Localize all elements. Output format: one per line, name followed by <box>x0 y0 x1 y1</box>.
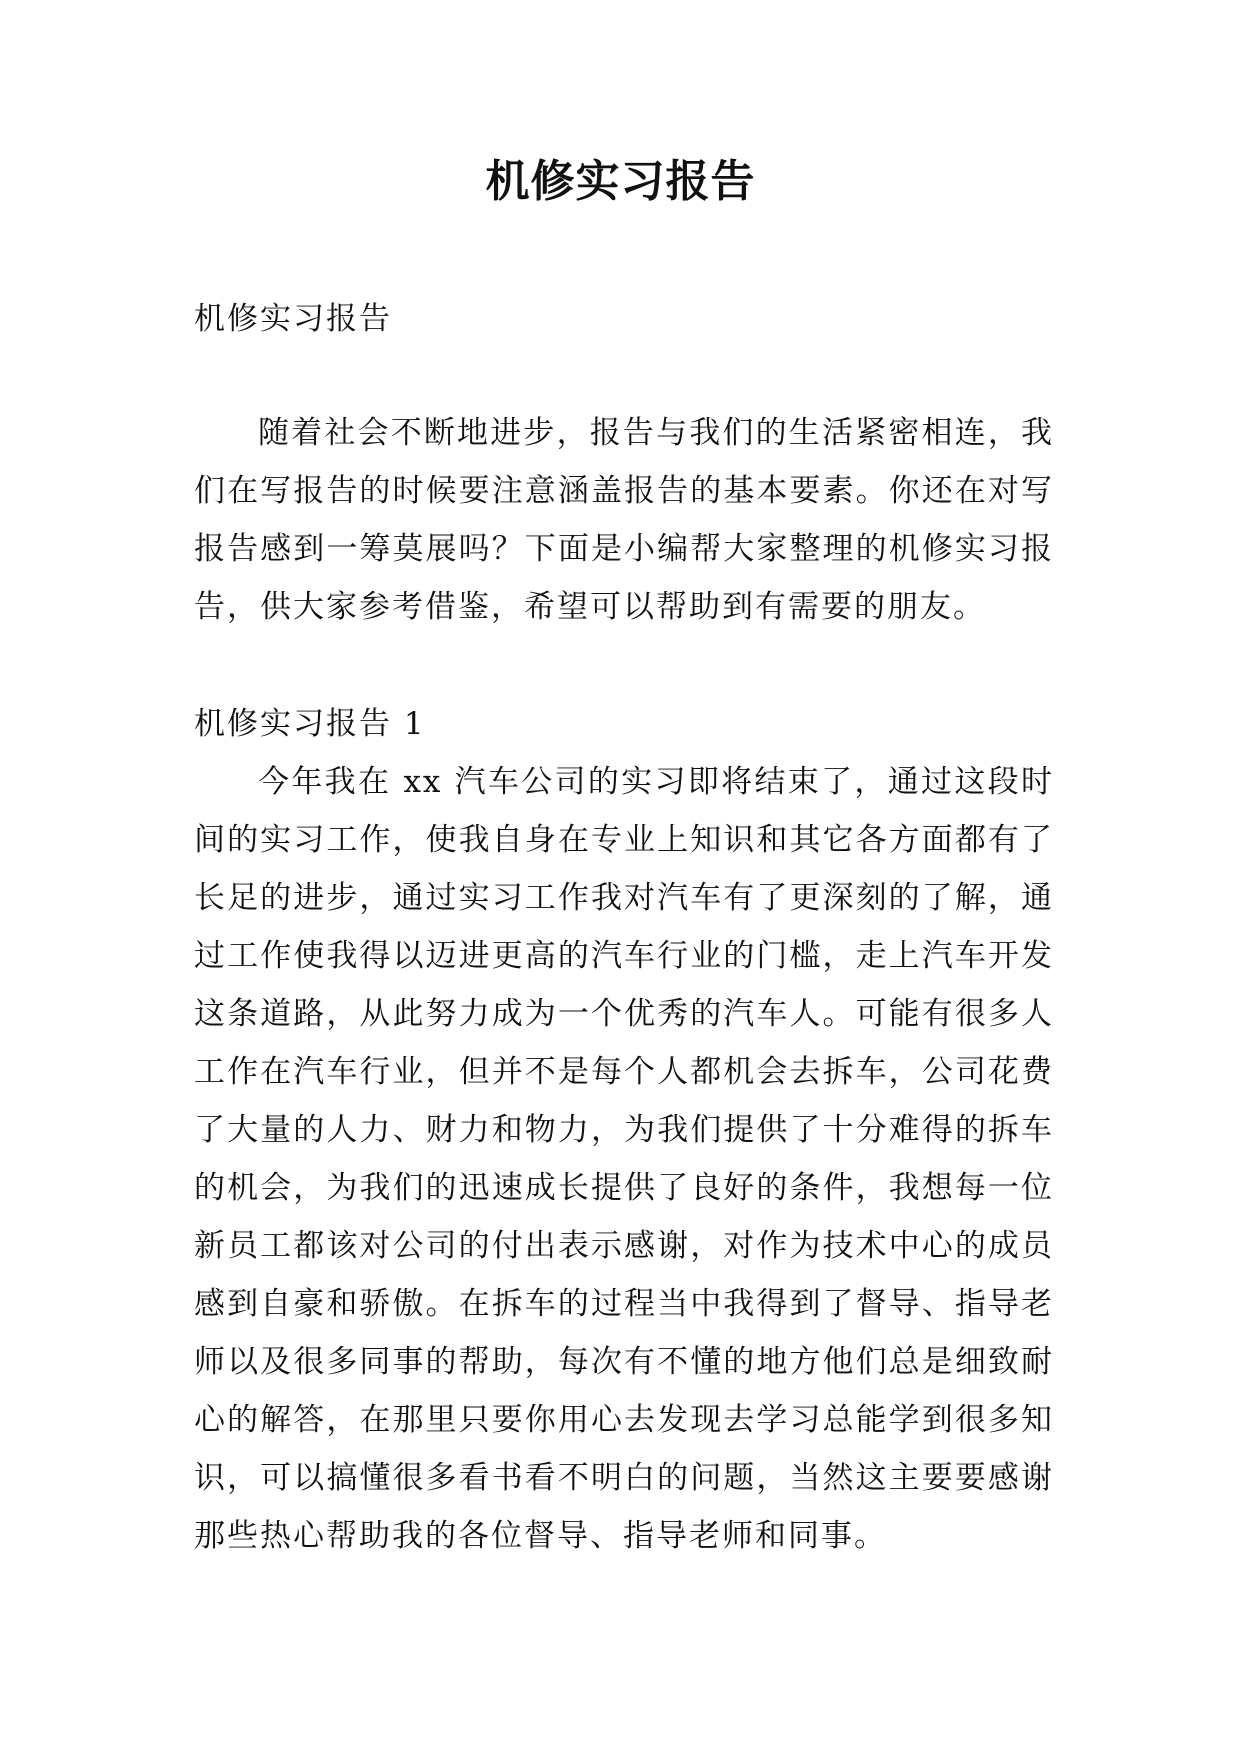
document-subtitle: 机修实习报告 <box>194 301 392 337</box>
section-body-paragraph: 今年我在 xx 汽车公司的实习即将结束了，通过这段时间的实习工作，使我自身在专业上知识和其它各方面都有了长足的进步，通过实习工作我对汽车有了更深刻的了解，通过工作使我得以迈进更高的汽车行业的门槛，走上汽车开发这条道路，从此努力成为一个优秀的汽车人。可能有很多人工作在汽车行业，但并不是每个人都机会去拆车，公司花费了大量的人力、财力和物力，为我们提供了十分难得的拆车的机会，为我们的迅速成长提供了良好的条件，我想每一位新员工都该对公司的付出表示感谢，对作为技术中心的成员感到自豪和骄傲。在拆车的过程当中我得到了督导、指导老师以及很多同事的帮助，每次有不懂的地方他们总是细致耐心的解答，在那里只要你用心去发现去学习总能学到很多知识，可以搞懂很多看书看不明白的问题，当然这主要要感谢那些热心帮助我的各位督导、指导老师和同事。 <box>194 764 1054 1554</box>
intro-paragraph: 随着社会不断地进步，报告与我们的生活紧密相连，我们在写报告的时候要注意涵盖报告的基本要素。你还在对写报告感到一筹莫展吗？下面是小编帮大家整理的机修实习报告，供大家参考借鉴，希望可以帮助到有需要的朋友。 <box>194 415 1054 625</box>
document-title: 机修实习报告 <box>485 156 756 207</box>
section-heading: 机修实习报告 1 <box>194 706 426 742</box>
